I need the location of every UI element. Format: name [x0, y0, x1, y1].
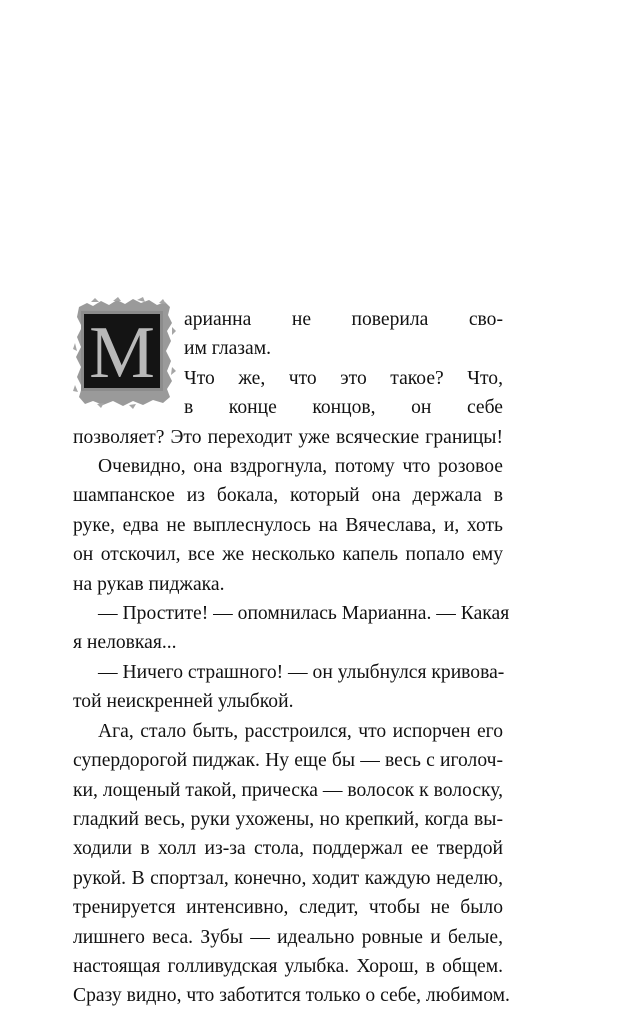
text-line: Сразу видно, что заботится только о себе, любимом. — [73, 985, 510, 1007]
text-line: им глазам. — [184, 338, 272, 360]
text-line: Что же, что это такое? Что, — [184, 367, 503, 389]
text-line: гладкий весь, руки ухожены, но крепкий, когда вы- — [73, 808, 503, 830]
text-line: — Ничего страшного! — он улыбнулся кривова- — [98, 661, 505, 683]
text-line: ки, лощеный такой, прическа — волосок к волоску, — [73, 779, 503, 801]
text-line: ходили в холл из-за стола, поддержал ее твердой — [73, 838, 503, 860]
text-line: он отскочил, все же несколько капель попало ему — [73, 544, 503, 566]
text-line: позволяет? Это переходит уже всяческие границы! — [73, 426, 503, 448]
text-line: руке, едва не выплеснулось на Вячеслава, и, хоть — [73, 514, 503, 536]
text-line: шампанское из бокала, который она держала в — [73, 485, 503, 507]
text-line: арианна не поверила сво- — [184, 309, 503, 330]
drop-cap — [73, 297, 172, 407]
body-text — [73, 305, 510, 1011]
text-line: Ага, стало быть, расстроился, что испорчен его — [98, 720, 503, 742]
text-line: — Простите! — опомнилась Марианна. — Какая — [98, 603, 510, 625]
paragraph-3 — [73, 599, 510, 658]
text-line: на рукав пиджака. — [73, 573, 225, 595]
text-line: супердорогой пиджак. Ну еще бы — весь с иголоч- — [73, 750, 503, 772]
paragraph-5 — [73, 717, 510, 1011]
drop-cap-box — [81, 311, 163, 394]
paragraph-2 — [73, 452, 503, 599]
text-line: я неловкая... — [73, 632, 177, 654]
text-line: настоящая голливудская улыбка. Хорош, в общем. — [73, 955, 503, 977]
text-line: Очевидно, она вздрогнула, потому что розовое — [98, 456, 503, 478]
text-line: тренируется интенсивно, следит, чтобы не было — [73, 897, 503, 919]
text-line: в конце концов, он себе — [184, 397, 503, 419]
paragraph-1 — [73, 305, 503, 452]
text-line: рукой. В спортзал, конечно, ходит каждую неделю, — [73, 867, 503, 889]
drop-cap-letter: М — [89, 312, 155, 394]
text-line: той неискренней улыбкой. — [73, 691, 294, 713]
paragraph-4 — [73, 658, 503, 717]
text-line: лишнего веса. Зубы — идеально ровные и белые, — [73, 926, 503, 948]
